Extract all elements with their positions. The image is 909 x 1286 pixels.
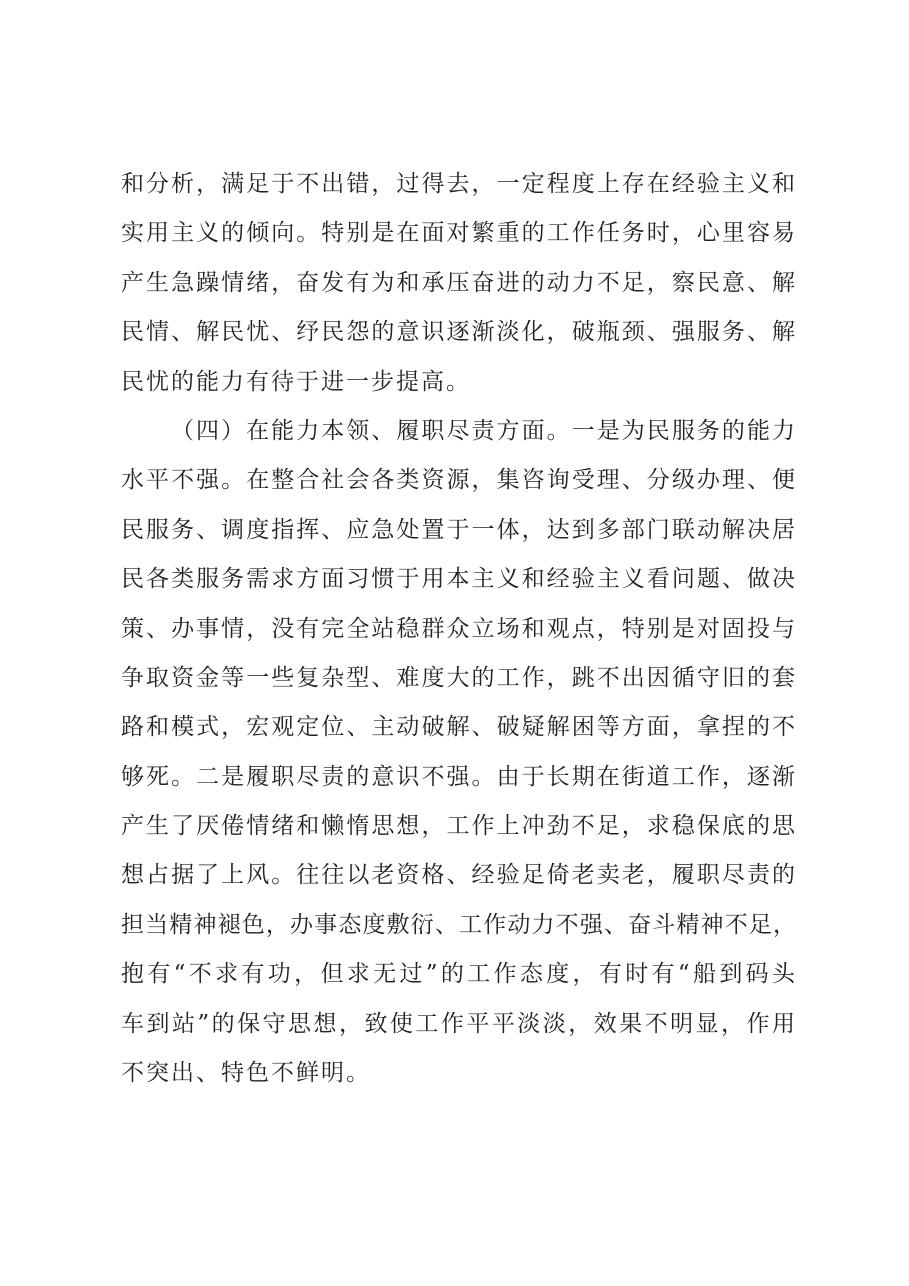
text-line: 不突出、特色不鲜明。 xyxy=(121,1060,371,1087)
paragraph-1 xyxy=(121,160,797,407)
text-line: 想占据了上风。往往以老资格、经验足倚老卖老，履职尽责的 xyxy=(121,862,797,889)
text-line: 策、办事情，没有完全站稳群众立场和观点，特别是对固投与 xyxy=(121,615,797,642)
text-line: 担当精神褪色，办事态度敷衍、工作动力不强、奋斗精神不足， xyxy=(121,911,797,938)
text-line: 和分析，满足于不出错，过得去，一定程度上存在经验主义和 xyxy=(121,171,797,197)
text-line: 民服务、调度指挥、应急处置于一体，达到多部门联动解决居 xyxy=(121,516,797,543)
paragraph-2 xyxy=(121,407,797,1098)
text-line: 争取资金等一些复杂型、难度大的工作，跳不出因循守旧的套 xyxy=(121,664,797,691)
text-line: 产生了厌倦情绪和懒惰思想，工作上冲劲不足，求稳保底的思 xyxy=(121,813,797,840)
text-line: 民各类服务需求方面习惯于用本主义和经验主义看问题、做决 xyxy=(121,566,797,593)
text-line: （四）在能力本领、履职尽责方面。一是为民服务的能力 xyxy=(171,417,797,444)
text-line: 抱有“不求有功，但求无过”的工作态度，有时有“船到码头 xyxy=(121,961,797,988)
text-line: 民忧的能力有待于进一步提高。 xyxy=(121,368,471,395)
text-line: 产生急躁情绪，奋发有为和承压奋进的动力不足，察民意、解 xyxy=(121,269,797,296)
document-body xyxy=(121,160,797,1098)
text-line: 车到站”的保守思想，致使工作平平淡淡，效果不明显，作用 xyxy=(121,1010,797,1037)
text-line: 实用主义的倾向。特别是在面对繁重的工作任务时，心里容易 xyxy=(121,220,797,247)
text-line: 水平不强。在整合社会各类资源，集咨询受理、分级办理、便 xyxy=(121,467,797,494)
text-line: 民情、解民忧、纾民怨的意识逐渐淡化，破瓶颈、强服务、解 xyxy=(121,319,797,346)
text-line: 路和模式，宏观定位、主动破解、破疑解困等方面，拿捏的不 xyxy=(121,714,797,741)
text-line: 够死。二是履职尽责的意识不强。由于长期在街道工作，逐渐 xyxy=(121,763,797,790)
